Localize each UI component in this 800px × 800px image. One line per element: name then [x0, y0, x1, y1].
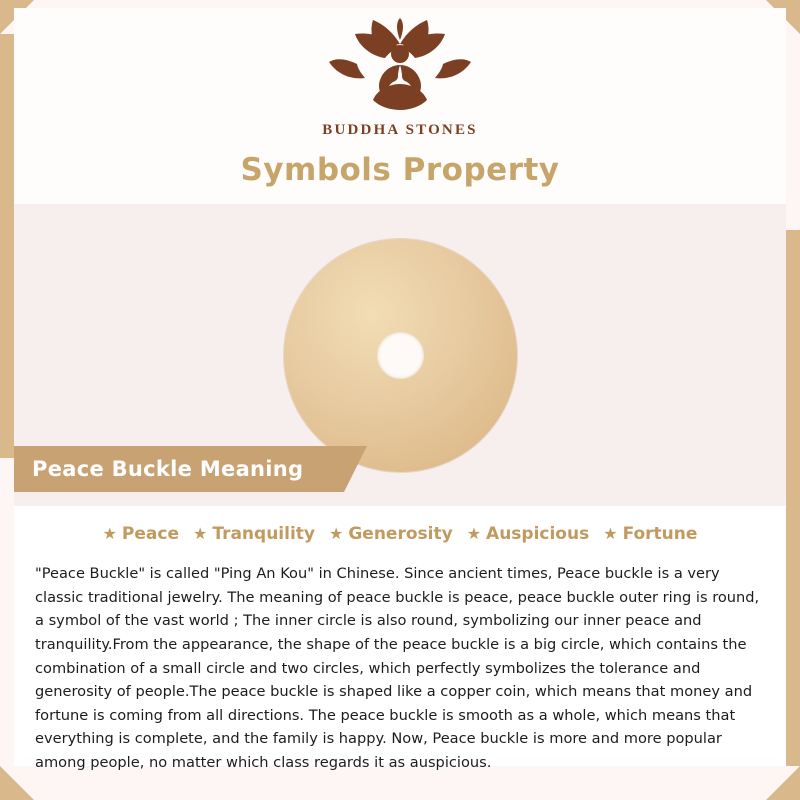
keyword-label: Peace	[121, 524, 179, 544]
section-banner	[14, 446, 344, 492]
keyword-item	[103, 524, 179, 544]
keyword-item	[193, 524, 315, 544]
brand-logo	[0, 18, 800, 139]
keyword-item	[329, 524, 453, 544]
keyword-label: Fortune	[622, 524, 698, 544]
brand-name: BUDDHA STONES	[322, 122, 478, 138]
title-bar	[160, 144, 640, 196]
section-banner-label: Peace Buckle Meaning	[32, 457, 304, 481]
peace-buckle-disc-icon	[284, 239, 517, 472]
keyword-label: Generosity	[348, 524, 453, 544]
keyword-label: Auspicious	[486, 524, 590, 544]
page-title: Symbols Property	[240, 152, 560, 188]
keyword-item	[467, 524, 590, 544]
corner-decoration-bottom-left	[0, 766, 34, 800]
star-icon: ★	[193, 524, 208, 543]
star-icon: ★	[466, 524, 482, 543]
keyword-label: Tranquility	[212, 524, 315, 544]
peace-buckle-hole	[377, 332, 424, 379]
star-icon: ★	[329, 524, 344, 543]
keyword-list	[14, 524, 786, 544]
lotus-meditation-icon	[325, 18, 475, 118]
star-icon: ★	[102, 524, 117, 543]
corner-decoration-bottom-right	[766, 766, 800, 800]
keyword-item	[603, 524, 697, 544]
description-text: "Peace Buckle" is called "Ping An Kou" in Chinese. Since ancient times, Peace buckle is a very classic traditional jewelry. The meaning of peace buckle is peace, peace buckle outer ring is round, a symbol of the vast world ; The inner circle is also round, symbolizing our inner peace and tranquility.From the appearance, the shape of the peace buckle is a big circle, which contains the combination of a small circle and two circles, which perfectly symbolizes the tolerance and generosity of people.The peace buckle is shaped like a copper coin, which means that money and fortune is coming from all directions. The peace buckle is smooth as a whole, which means that everything is complete, and the family is happy. Now, Peace buckle is more and more popular among people, no matter which class regards it as auspicious.	[35, 565, 760, 772]
star-icon: ★	[603, 524, 618, 543]
